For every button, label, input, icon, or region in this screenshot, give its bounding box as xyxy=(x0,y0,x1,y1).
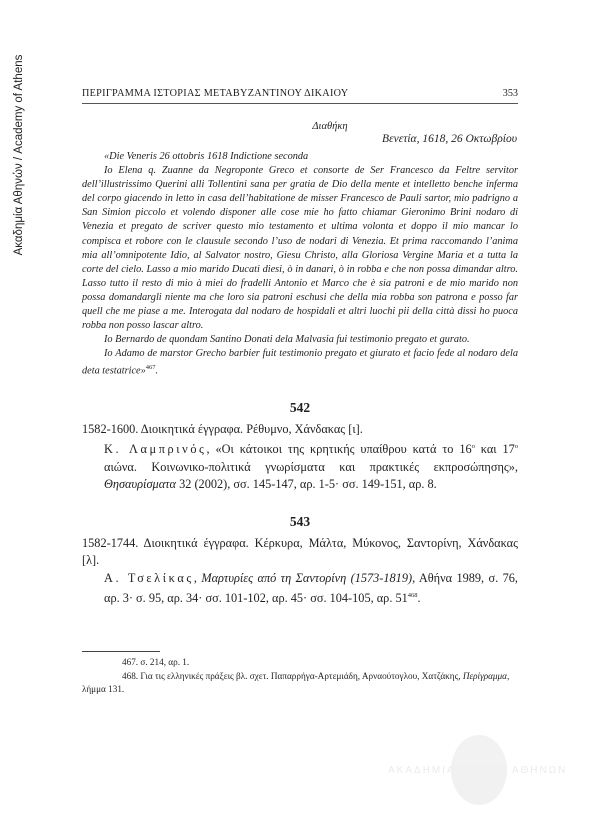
footnote-ref: 467 xyxy=(145,364,156,372)
entry-summary: Διοικητικά έγγραφα. Ρέθυμνο, Χάνδακας [ι]. xyxy=(138,422,363,436)
entry-date: 1582-1600. xyxy=(82,422,139,436)
watermark-word: ΑΚΑΔΗΜΙΑ xyxy=(388,765,456,776)
document-label: Διαθήκη xyxy=(312,121,348,132)
entry-author: Κ. Λαμπρινός xyxy=(104,442,207,457)
athena-head-emblem xyxy=(451,735,507,805)
will-text xyxy=(82,150,518,379)
will-opening: «Die Veneris 26 ottobris 1618 Indictione seconda xyxy=(104,151,309,162)
running-header-title: ΠΕΡΙΓΡΑΜΜΑ ΙΣΤΟΡΙΑΣ ΜΕΤΑΒΥΖΑΝΤΙΝΟΥ ΔΙΚΑΙΟΥ xyxy=(82,88,349,99)
will-body: Io Elena q. Zuanne da Negroponte Greco et consorte de Ser Francesco da Feltre servitor dell’illustrissimo Querini alli Tollentini sana per gratia de Dio della mente et intelletto benche inferma del corpo giacendo in letto in casa dell’habitatione de misser Francesco de Pauli sartor, mio padrigno a San Simion piccolo et volendo disponer alle cose mie ho fatto chiamar Gieronimo Brini nodaro di Venezia et pregato de scriver questo mio testamento et ultima volonta et doppo il mio mancar lo compisca et robore con le clausule secondo l’uso de nodari di Venezia. Et prima raccomando l’anima mia all’omnipotente Idio, al Salvator nostro, Giesu Christo, alla Gloriosa Vergine Maria et a tutta la corte del cielo. Lasso a mio marido Ducati diesi, ò in danari, ò in robba e che non possa dimandar altro. Lasso tutto il resto di mio à miei do fradelli Antonio et Marco che è sia patroni e de mio marido non possa domandargli niente ma che loro sia patroni eschusi che della mia robba son patrona e posso far quell che me piase a me. Interogata dal nodaro de hospidali et altri luochi pii della città dissi ho puoca robba non posso lascar altro. xyxy=(82,165,518,332)
place-date: Βενετία, 1618, 26 Οκτωβρίου xyxy=(382,133,517,145)
section-number: 543 xyxy=(289,514,311,529)
footnote: 467. σ. 214, αρ. 1. xyxy=(122,657,190,667)
footnote-rule xyxy=(82,651,160,652)
book-title: Μαρτυρίες από τη Σαντορίνη (1573-1819) xyxy=(201,570,413,585)
archive-sidebar-label: Ακαδημία Αθηνών / Academy of Athens xyxy=(13,54,25,256)
entry-reference: Κ. Λαμπρινός, «Οι κάτοικοι της κρητικής υπαίθρου κατά το $16^o$ και $17^o$ αιώνα. Κοινωνικο-πολιτικά γνωρίσματα και πρακτικές εκπροσώπησης», Θησαυρίσματα 32 (2002), σσ. 145-147, αρ. 1-5· σσ. 149-151, αρ. 8. xyxy=(104,442,519,491)
journal-title: Θησαυρίσματα xyxy=(104,476,177,491)
footnotes xyxy=(82,656,518,697)
entry-date: 1582-1744. xyxy=(82,536,139,550)
witness-1: Io Bernardo de quondam Santino Donati dela Malvasia fui testimonio pregato et gurato. xyxy=(104,334,470,346)
header-rule xyxy=(82,103,518,104)
entry-summary: Διοικητικά έγγραφα. Κέρκυρα, Μάλτα, Μύκονος, Σαντορίνη, Χάνδακας [λ]. xyxy=(82,536,518,568)
section-entry xyxy=(82,421,518,493)
section-entry xyxy=(82,535,518,607)
witness-2: Io Adamo de marstor Grecho barbier fuit testimonio pregato et giurato et facio fede al nodaro dela deta testatrice»$^{467}$. xyxy=(82,348,518,377)
footnote-ref: 468 xyxy=(407,591,418,599)
watermark-word: ΑΘΗΝΩΝ xyxy=(512,765,568,776)
footnote: 468. Για τις ελληνικές πράξεις βλ. σχετ. Παπαρρήγα-Αρτεμιάδη, Αρναούτογλου, Χατζάκης, Περίγραμμα, λήμμα 131. xyxy=(82,670,510,694)
page-number: 353 xyxy=(502,88,518,99)
entry-reference: Α. Τσελίκας, Μαρτυρίες από τη Σαντορίνη (1573-1819), Αθήνα 1989, σ. 76, αρ. 3· σ. 95, αρ. 34· σσ. 101-102, αρ. 45· σσ. 104-105, αρ. $51^{468}$. xyxy=(104,570,518,605)
section-number: 542 xyxy=(289,400,311,415)
academy-watermark xyxy=(388,735,568,807)
entry-author: Α. Τσελίκας xyxy=(104,570,194,585)
